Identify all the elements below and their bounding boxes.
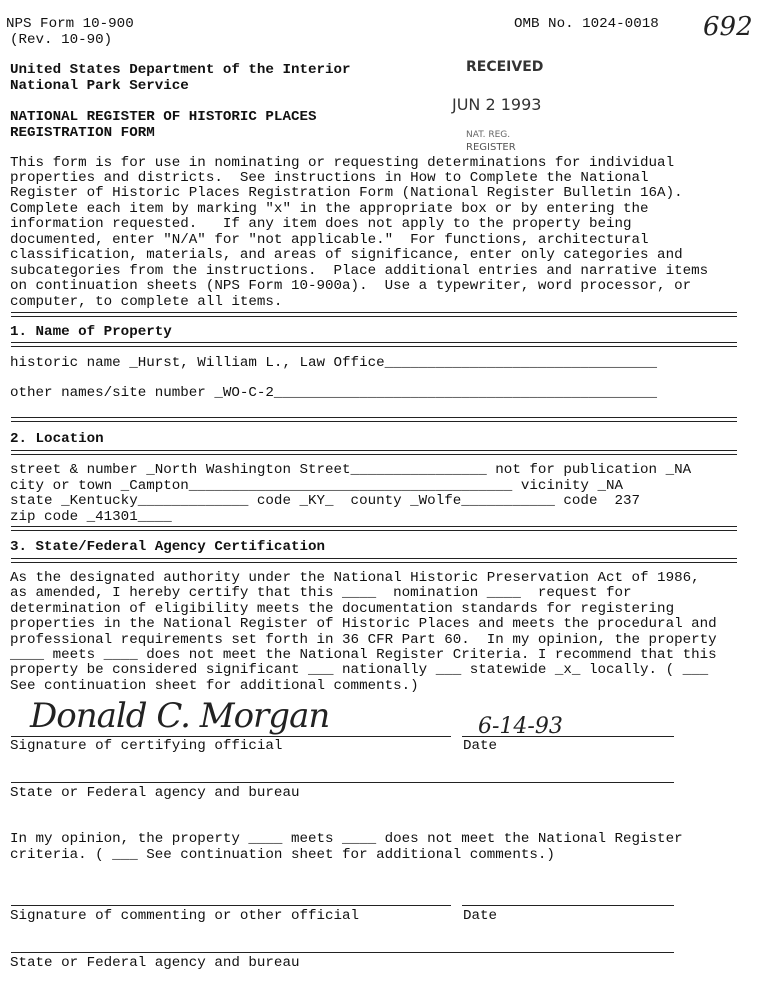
stamp-date: JUN 2 1993 <box>452 95 542 114</box>
certification-line: professional requirements set forth in 36 CFR Part 60. In my opinion, the property <box>10 632 717 648</box>
certification-line: As the designated authority under the National Historic Preservation Act of 1986, <box>10 570 700 586</box>
section-divider <box>11 312 737 317</box>
certification-line: ____ meets ____ does not meet the National Register Criteria. I recommend that this <box>10 647 717 663</box>
form-revision: (Rev. 10-90) <box>10 32 113 48</box>
omb-number: OMB No. 1024-0018 <box>514 16 659 32</box>
intro-line: information requested. If any item does not apply to the property being <box>10 216 632 232</box>
received-stamp: RECEIVED <box>466 59 544 75</box>
intro-line: subcategories from the instructions. Place additional entries and narrative items <box>10 263 709 279</box>
intro-line: classification, materials, and areas of significance, enter only categories and <box>10 247 683 263</box>
opinion-line: In my opinion, the property ____ meets ____ does not meet the National Register <box>10 831 683 847</box>
agency-label-2: State or Federal agency and bureau <box>10 955 300 971</box>
intro-line: Register of Historic Places Registration Form (National Register Bulletin 16A). <box>10 185 683 201</box>
historic-name-field[interactable]: historic name _Hurst, William L., Law Office________________________________ <box>10 355 658 371</box>
date-line[interactable] <box>462 736 674 737</box>
commenting-signature-line[interactable] <box>11 905 451 906</box>
department-name: United States Department of the Interior <box>10 62 351 78</box>
agency-line-2[interactable] <box>11 952 674 953</box>
stamp-line-4: REGISTER <box>466 142 516 153</box>
certification-line: See continuation sheet for additional comments.) <box>10 678 419 694</box>
street-field[interactable]: street & number _North Washington Street________________ not for publication _NA <box>10 462 692 478</box>
intro-line: Complete each item by marking "x" in the appropriate box or by entering the <box>10 201 649 217</box>
service-name: National Park Service <box>10 78 189 94</box>
intro-line: computer, to complete all items. <box>10 294 283 310</box>
form-title: REGISTRATION FORM <box>10 125 155 141</box>
city-field[interactable]: city or town _Campton______________________________________ vicinity _NA <box>10 478 623 494</box>
section-divider <box>11 526 737 531</box>
section-1-heading: 1. Name of Property <box>10 324 172 340</box>
intro-line: This form is for use in nominating or requesting determinations for individual <box>10 155 675 171</box>
intro-line: properties and districts. See instructions in How to Complete the National <box>10 170 649 186</box>
section-divider <box>11 342 737 347</box>
certification-line: determination of eligibility meets the documentation standards for registering <box>10 601 675 617</box>
section-3-heading: 3. State/Federal Agency Certification <box>10 539 326 555</box>
certification-line: properties in the National Register of Historic Places and meets the procedural and <box>10 616 717 632</box>
section-divider <box>11 417 737 422</box>
commenting-date-line[interactable] <box>462 905 674 906</box>
signature-label: Signature of certifying official <box>10 738 283 754</box>
other-names-field[interactable]: other names/site number _WO-C-2_____________________________________________ <box>10 385 658 401</box>
state-field[interactable]: state _Kentucky_____________ code _KY_ county _Wolfe___________ code 237 <box>10 493 641 509</box>
stamp-line-3: NAT. REG. <box>466 130 511 140</box>
certifying-date-handwritten: 6-14-93 <box>478 714 563 739</box>
section-divider <box>11 450 737 455</box>
intro-line: on continuation sheets (NPS Form 10-900a). Use a typewriter, word processor, or <box>10 278 692 294</box>
section-divider <box>11 558 737 563</box>
opinion-line: criteria. ( ___ See continuation sheet for additional comments.) <box>10 847 555 863</box>
register-title: NATIONAL REGISTER OF HISTORIC PLACES <box>10 109 317 125</box>
date-label: Date <box>463 738 498 754</box>
certification-line: as amended, I hereby certify that this ____ nomination ____ request for <box>10 585 632 601</box>
commenting-signature-label: Signature of commenting or other official <box>10 908 360 924</box>
zip-field[interactable]: zip code _41301____ <box>10 509 172 525</box>
agency-line[interactable] <box>11 782 674 783</box>
section-2-heading: 2. Location <box>10 431 104 447</box>
certifying-signature: Donald C. Morgan <box>30 696 330 736</box>
commenting-date-label: Date <box>463 908 498 924</box>
agency-label: State or Federal agency and bureau <box>10 785 300 801</box>
signature-line[interactable] <box>11 736 451 737</box>
handwritten-number: 692 <box>703 12 753 42</box>
form-number: NPS Form 10-900 <box>6 16 134 32</box>
certification-line: property be considered significant ___ nationally ___ statewide _x_ locally. ( ___ <box>10 662 709 678</box>
intro-line: documented, enter "N/A" for "not applicable." For functions, architectural <box>10 232 649 248</box>
